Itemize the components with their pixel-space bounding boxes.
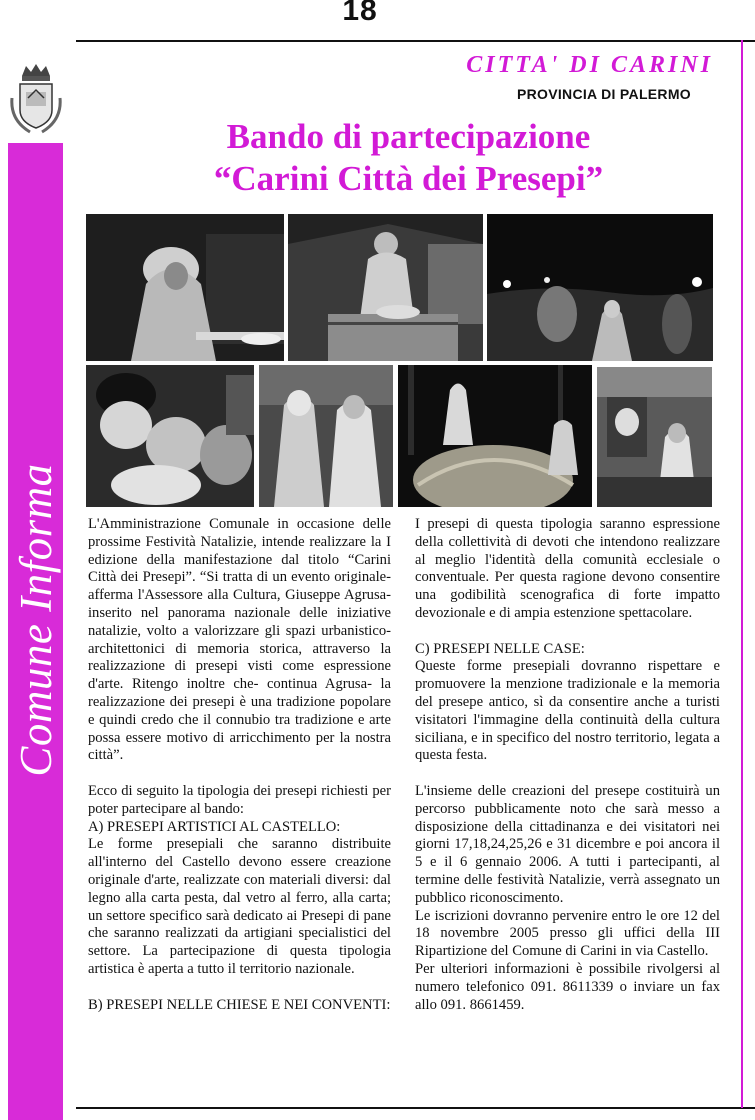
nativity-photo-6 (398, 365, 592, 507)
headline-line-2: “Carini Città dei Presepi” (213, 159, 604, 198)
article-right-column (415, 516, 720, 1014)
category-b-heading: B) PRESEPI NELLE CHIESE E NEI CONVENTI: (88, 996, 391, 1013)
category-a-heading: A) PRESEPI ARTISTICI AL CASTELLO: (88, 818, 341, 835)
registration-paragraph: Le iscrizioni dovranno pervenire entro le ore 12 del 18 novembre 2005 presso gli uffici della III Ripartizione del Comune di Carini in via Castello. (415, 907, 720, 960)
top-rule (76, 40, 755, 42)
category-c-paragraph: Queste forme presepiali dovranno rispettare e promuovere la menzione tradizionale e la memoria del presepe antico, sì da consentire anche a turisti visitatori l'immagine della continuità della cultura siciliana, e in specifico del nostro territorio, legata a questa festa. (415, 658, 720, 764)
headline-line-1: Bando di partecipazione (226, 117, 591, 156)
article-left-column (88, 516, 391, 1014)
province-name: PROVINCIA DI PALERMO (516, 86, 691, 102)
right-margin-rule (741, 40, 743, 1108)
category-b-paragraph: I presepi di questa tipologia saranno espressione della collettività di devoti che intendono realizzare al meglio l'identità della comunità ecclesiale o conventuale. Per questa ragione devono consentire una godibilità scenografica di forte impatto devozionale e di ampia estenzione spettacolare. (415, 516, 720, 621)
category-a-paragraph: Le forme presepiali che saranno distribuite all'interno del Castello devono essere creazione originale d'arte, realizzate con materiali diversi: dal legno alla carta pesta, dal vetro al ferro, alla carta; un settore specifico sarà dedicato ai Presepi di pane che saranno realizzati da artigiani specialistici del settore. La partecipazione di questa tipologia artistica è aperta a tutto il territorio nazionale. (88, 836, 391, 977)
city-crest-icon (6, 58, 66, 138)
city-name: CITTA' DI CARINI (466, 52, 713, 78)
nativity-photo-7 (597, 367, 712, 507)
nativity-photo-2 (288, 214, 483, 361)
nativity-photo-3 (487, 214, 713, 361)
page-number: 18 (342, 0, 378, 27)
bottom-rule (76, 1107, 755, 1109)
categories-intro: Ecco di seguito la tipologia dei presepi richiesti per poter partecipare al bando: (88, 782, 391, 817)
category-c-heading: C) PRESEPI NELLE CASE: (415, 640, 585, 657)
section-title: Comune Informa (11, 463, 61, 777)
nativity-photo-1 (86, 214, 284, 361)
nativity-photo-5 (259, 365, 393, 507)
contact-paragraph: Per ulteriori informazioni è possibile rivolgersi al numero telefonico 091. 8611339 o inviare un fax allo 091. 8661459. (415, 960, 720, 1013)
schedule-paragraph: L'insieme delle creazioni del presepe costituirà un percorso pubblicamente noto che sarà messo a disposizione della cittadinanza e dei visitatori nei giorni 17,18,24,25,26 e 31 dicembre e poi ancora il 5 e il 6 gennaio 2006. A tutti i partecipanti, al termine delle festività Natalizie, verrà assegnato un pubblico riconoscimento. (415, 782, 720, 906)
nativity-photo-4 (86, 365, 254, 507)
intro-paragraph: L'Amministrazione Comunale in occasione delle prossime Festività Natalizie, intende realizzare la I edizione della manifestazione dal titolo “Carini Città dei Presepi”. “Si tratta di un evento originale- afferma l'Assessore alla Cultura, Giuseppe Agrusa- inserito nel panorama nazionale delle iniziative natalizie, volto a valorizzare gli spazi urbanistico-architettonici di memoria storica, attraverso la realizzazione di presepi visti come espressione d'arte. Ritengo inoltre che- continua Agrusa- la realizzazione dei presepi è una tradizione popolare e quindi credo che il connubio tra tradizione e arte possa essere motivo di arricchimento per la nostra città”. (88, 516, 391, 764)
